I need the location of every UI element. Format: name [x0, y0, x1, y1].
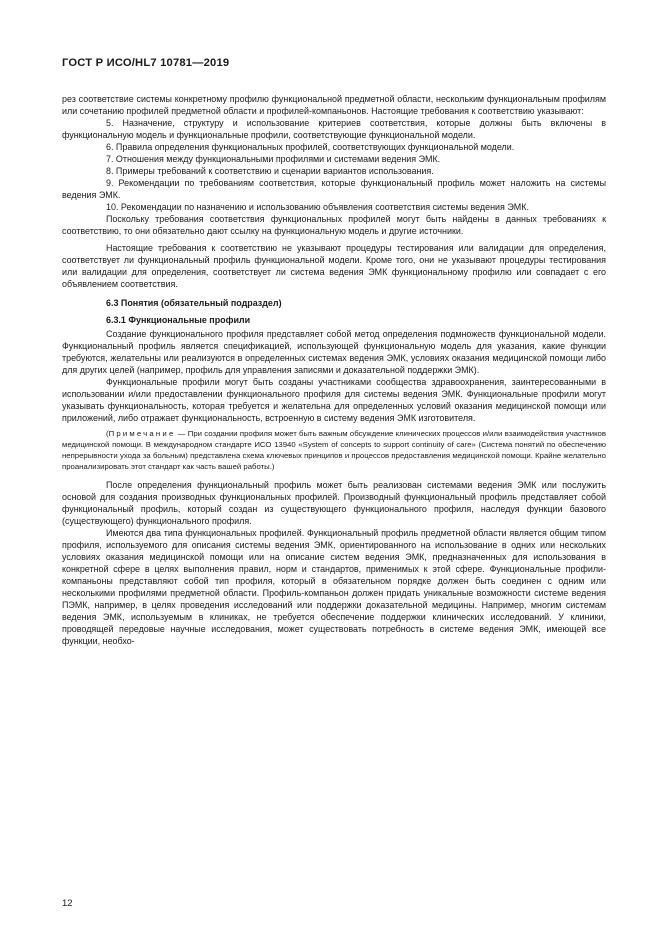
paragraph: Поскольку требования соответствия функциональных профилей могут быть найдены в данных требованиях к соответствию, то они обязательно дают ссылку на функциональную модель и другие источники.: [62, 214, 606, 236]
paragraph: Создание функционального профиля представляет собой метод определения подмножеств функциональной модели. Функциональный профиль является спецификацией, использующей функциональную модель для указания, какие функции требуются, желательны или реализуются в определенных системах ведения ЭМК, условиях оказания медицинской помощи либо для других целей (например, профиль для управления записями и доказательной поддержки ЭМК).: [62, 329, 606, 375]
list-item-6: 6. Правила определения функциональных профилей, соответствующих функциональной модели.: [106, 142, 515, 152]
body-text: [62, 93, 606, 647]
list-item-10: 10. Рекомендации по назначению и использованию объявления соответствия системы ведения ЭМК.: [106, 202, 529, 212]
note-open-paren: (: [106, 429, 109, 438]
note-label: Примечание: [108, 429, 176, 438]
paragraph: Настоящие требования к соответствию не указывают процедуры тестирования или валидации для определения, соответствует ли функциональный профиль функциональной модели. Кроме того, они не указывают процедуры тестирования или валидации для определения, соответствует ли система ведения ЭМК функциональному профилю или совпадает с его объявлением соответствия.: [62, 243, 606, 289]
note: [62, 429, 606, 473]
running-header: ГОСТ Р ИСО/HL7 10781—2019: [62, 57, 230, 69]
list-item-9: 9. Рекомендации по требованиям соответствия, которые функциональный профиль может наложить на системы ведения ЭМК.: [62, 178, 606, 200]
paragraph-continuation: рез соответствие системы конкретному профилю функциональной предметной области, нескольким функциональным профилям или сочетанию профилей предметной области и профилей-компаньонов. Настоящие требования к соответствию указывают:: [62, 94, 606, 116]
list-item-7: 7. Отношения между функциональными профилями и системами ведения ЭМК.: [106, 154, 441, 164]
subsection-heading: 6.3.1 Функциональные профили: [106, 315, 251, 325]
section-heading: 6.3 Понятия (обязательный подраздел): [106, 298, 282, 308]
paragraph: Функциональные профили могут быть созданы участниками сообщества здравоохранения, заинтересованными в использовании и/или предоставлении функционального профиля для системы ведения ЭМК. Функциональные профили могут указывать функциональность, которая требуется и желательна для определенных условий оказания медицинской помощи или приложений, либо отражает функциональность, встроенную в систему ведения ЭМК изготовителя.: [62, 377, 606, 423]
list-item-8: 8. Примеры требований к соответствию и сценарии вариантов использования.: [106, 166, 434, 176]
paragraph: Имеются два типа функциональных профилей. Функциональный профиль предметной области является общим типом профиля, используемого для описания системы ведения ЭМК, ориентированного на использование в одних или нескольких условиях оказания медицинской помощи или на описание систем ведения ЭМК, предназначенных для использования в конкретной сфере в целях выполнения правил, норм и стандартов, применимых к этой сфере. Функциональные профили-компаньоны представляют собой тип профиля, который в обязательном порядке должен быть соединен с одним или несколькими профилями предметной области. Профиль-компаньон должен придать уникальные возможности системе ведения ПЭМК, например, в целях проведения исследований или поддержки доказательной медицины. Например, многим системам ведения ЭМК, используемым в клиниках, не требуется обеспечение поддержки клинических исследований. У клиники, проводящей передовые научные исследования, может существовать потребность в системе ведения ЭМК, имеющей все функции, необхо-: [62, 527, 606, 646]
paragraph: После определения функциональный профиль может быть реализован системами ведения ЭМК или послужить основой для создания производных функциональных профилей. Производный функциональный профиль представляет собой функциональный профиль, который создан из существующего функционального профиля, наследуя функции базового (существующего) функционального профиля.: [62, 479, 606, 526]
page-number: 12: [62, 898, 73, 909]
note-text: — При создании профиля может быть важным обсуждение клинических процессов и/или взаимодействия участников медицинской помощи. В международном стандарте ИСО 13940 «System of concepts to support continuity of care» (Система понятий по обеспечению непрерывности ухода за больным) представлена схема ключевых принципов и процессов предоставления медицинской помощи. Крайне желательно проанализировать этот стандарт как часть вашей работы.): [62, 429, 606, 471]
list-item-5: 5. Назначение, структуру и использование критериев соответствия, которые должны быть включены в функциональную модель и функциональные профили, соответствующие функциональной модели.: [62, 118, 606, 140]
